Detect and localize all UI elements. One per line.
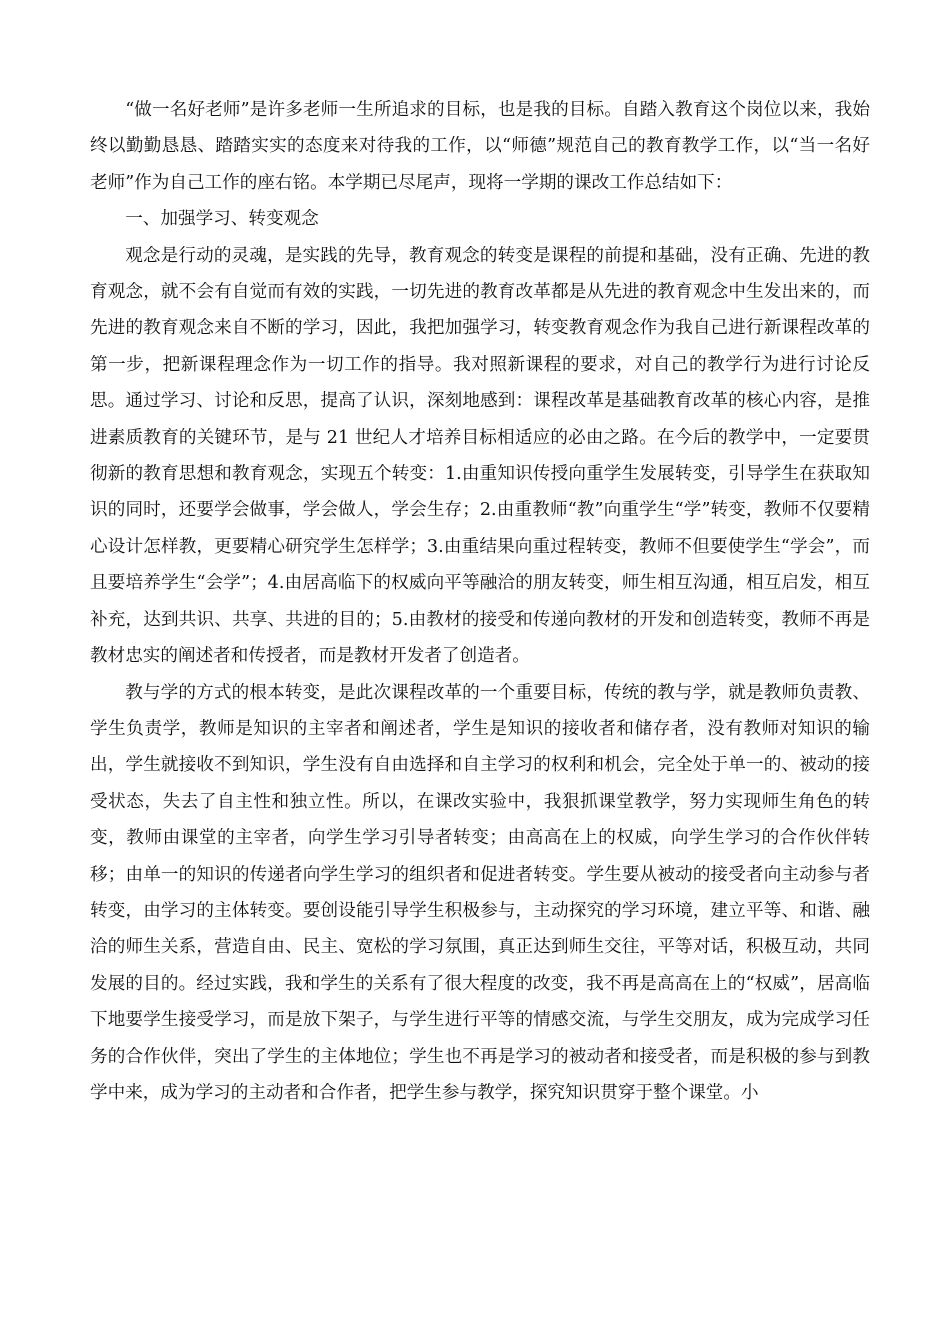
body-paragraph-2: 教与学的方式的根本转变，是此次课程改革的一个重要目标，传统的教与学，就是教师负责教、学生负责学，教师是知识的主宰者和阐述者，学生是知识的接收者和储存者，没有教师对知识的输出，学生就接收不到知识，学生没有自由选择和自主学习的权利和机会，完全处于单一的、被动的接受状态，失去了自主性和独立性。所以，在课改实验中，我狠抓课堂教学，努力实现师生角色的转变，教师由课堂的主宰者，向学生学习引导者转变；由高高在上的权威，向学生学习的合作伙伴转移；由单一的知识的传递者向学生学习的组织者和促进者转变。学生要从被动的接受者向主动参与者转变，由学习的主体转变。要创设能引导学生积极参与，主动探究的学习环境，建立平等、和谐、融洽的师生关系，营造自由、民主、宽松的学习氛围，真正达到师生交往，平等对话，积极互动，共同发展的目的。经过实践，我和学生的关系有了很大程度的改变，我不再是高高在上的“权威”，居高临下地要学生接受学习，而是放下架子，与学生进行平等的情感交流，与学生交朋友，成为完成学习任务的合作伙伴，突出了学生的主体地位；学生也不再是学习的被动者和接受者，而是积极的参与到教学中来，成为学习的主动者和合作者，把学生参与教学，探究知识贯穿于整个课堂。小 (90, 682, 870, 1103)
document-page (90, 92, 870, 1111)
intro-paragraph: “做一名好老师”是许多老师一生所追求的目标，也是我的目标。自踏入教育这个岗位以来，我始终以勤勤恳恳、踏踏实实的态度来对待我的工作，以“师德”规范自己的教育教学工作，以“当一名好老师”作为自己工作的座右铭。本学期已尽尾声，现将一学期的课改工作总结如下： (90, 100, 870, 193)
body-paragraph-1: 观念是行动的灵魂，是实践的先导，教育观念的转变是课程的前提和基础，没有正确、先进的教育观念，就不会有自觉而有效的实践，一切先进的教育改革都是从先进的教育观念中生发出来的，而先进的教育观念来自不断的学习，因此，我把加强学习，转变教育观念作为我自己进行新课程改革的第一步，把新课程理念作为一切工作的指导。我对照新课程的要求，对自己的教学行为进行讨论反思。通过学习、讨论和反思，提高了认识，深刻地感到：课程改革是基础教育改革的核心内容，是推进素质教育的关键环节，是与 21 世纪人才培养目标相适应的必由之路。在今后的教学中，一定要贯彻新的教育思想和教育观念，实现五个转变：1.由重知识传授向重学生发展转变，引导学生在获取知识的同时，还要学会做事，学会做人，学会生存；2.由重教师“教”向重学生“学”转变，教师不仅要精心设计怎样教，更要精心研究学生怎样学；3.由重结果向重过程转变，教师不但要使学生“学会”，而且要培养学生“会学”；4.由居高临下的权威向平等融洽的朋友转变，师生相互沟通，相互启发，相互补充，达到共识、共享、共进的目的；5.由教材的接受和传递向教材的开发和创造转变，教师不再是教材忠实的阐述者和传授者，而是教材开发者了创造者。 (90, 245, 870, 667)
section-heading: 一、加强学习、转变观念 (125, 209, 319, 230)
